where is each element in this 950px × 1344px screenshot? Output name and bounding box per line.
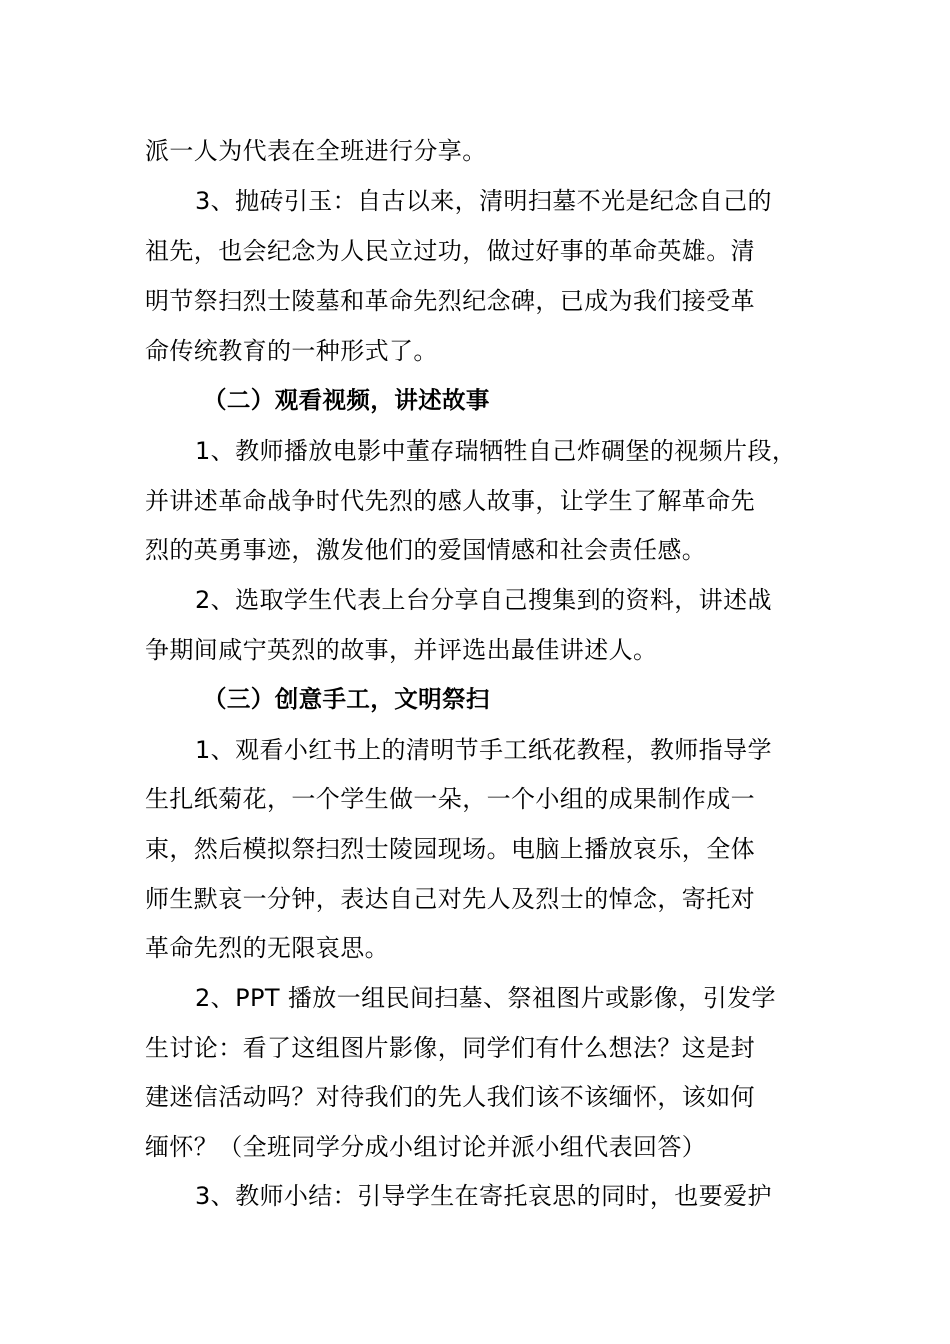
paragraph-line: 缅怀？（全班同学分成小组讨论并派小组代表回答） (145, 1133, 707, 1161)
paragraph-line: 派一人为代表在全班进行分享。 (145, 137, 487, 165)
paragraph-line: 革命先烈的无限哀思。 (145, 934, 389, 962)
paragraph-line: 祖先，也会纪念为人民立过功，做过好事的革命英雄。清 (145, 237, 755, 265)
section-heading: （三）创意手工，文明祭扫 (203, 685, 490, 713)
paragraph-line: 建迷信活动吗？对待我们的先人我们该不该缅怀，该如何 (145, 1083, 755, 1111)
paragraph-line: 并讲述革命战争时代先烈的感人故事，让学生了解革命先 (145, 487, 755, 515)
section-heading: （二）观看视频，讲述故事 (203, 386, 490, 414)
paragraph-line: 1、观看小红书上的清明节手工纸花教程，教师指导学 (195, 736, 772, 764)
paragraph-line: 生扎纸菊花，一个学生做一朵，一个小组的成果制作成一 (145, 785, 755, 813)
paragraph-line: 3、教师小结：引导学生在寄托哀思的同时，也要爱护 (195, 1182, 772, 1210)
paragraph-line: 3、抛砖引玉：自古以来，清明扫墓不光是纪念自己的 (195, 187, 772, 215)
paragraph-line: 2、PPT 播放一组民间扫墓、祭祖图片或影像，引发学 (195, 984, 776, 1012)
paragraph-line: 师生默哀一分钟，表达自己对先人及烈士的悼念，寄托对 (145, 885, 755, 913)
paragraph-line: 明节祭扫烈士陵墓和革命先烈纪念碑，已成为我们接受革 (145, 287, 755, 315)
paragraph-line: 1、教师播放电影中董存瑞牺牲自己炸碉堡的视频片段， (195, 437, 797, 465)
paragraph-line: 2、选取学生代表上台分享自己搜集到的资料，讲述战 (195, 586, 772, 614)
paragraph-line: 束，然后模拟祭扫烈士陵园现场。电脑上播放哀乐，全体 (145, 835, 755, 863)
paragraph-line: 生讨论：看了这组图片影像，同学们有什么想法？这是封 (145, 1034, 755, 1062)
paragraph-line: 命传统教育的一种形式了。 (145, 337, 438, 365)
paragraph-line: 烈的英勇事迹，激发他们的爱国情感和社会责任感。 (145, 536, 707, 564)
paragraph-line: 争期间咸宁英烈的故事，并评选出最佳讲述人。 (145, 636, 658, 664)
